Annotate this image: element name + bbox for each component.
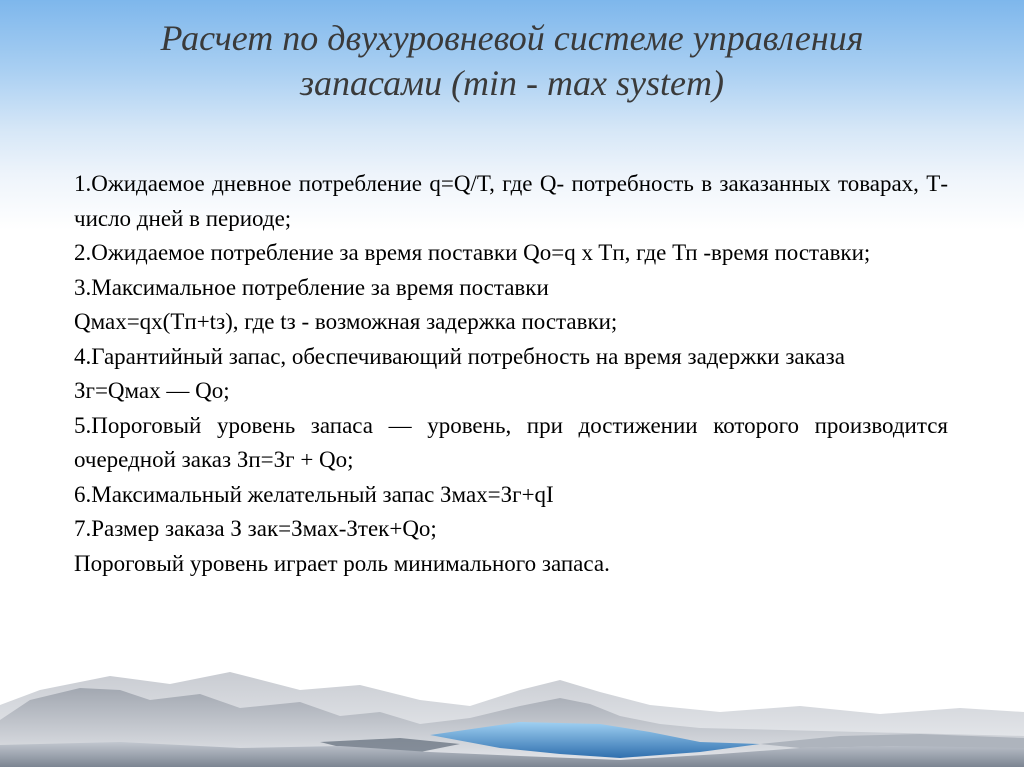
paragraph-4: 4.Гарантийный запас, обеспечивающий потребность на время задержки заказа [74, 343, 845, 369]
paragraph-6: 6.Максимальный желательный запас Змах=Зг+qI [74, 481, 554, 507]
paragraph-7: 7.Размер заказа З зак=Змах-Зтек+Qo; [74, 516, 437, 541]
paragraph-3-formula: Qмах=qx(Tп+tз), где tз - возможная задержка поставки; [74, 309, 618, 334]
slide-title-line-2: запасами (min - max system) [300, 63, 724, 103]
slide-title-line-1: Расчет по двухуровневой системе управления [160, 18, 864, 58]
paragraph-4-formula: Зг=Qмах — Qo; [74, 378, 230, 403]
paragraph-3: 3.Максимальное потребление за время поставки [74, 274, 549, 300]
paragraph-2: 2.Ожидаемое потребление за время поставки Qo=q x Tп, где Тп -время поставки; [74, 240, 871, 265]
paragraph-1: 1.Ожидаемое дневное потребление q=Q/T, где Q- потребность в заказанных товарах, Т-число дней в периоде; [74, 171, 948, 231]
paragraph-conclusion: Пороговый уровень играет роль минимального запаса. [74, 550, 610, 576]
paragraph-5: 5.Пороговый уровень запаса — уровень, при достижении которого производится очередной заказ Зп=Зг + Qo; [74, 412, 948, 472]
